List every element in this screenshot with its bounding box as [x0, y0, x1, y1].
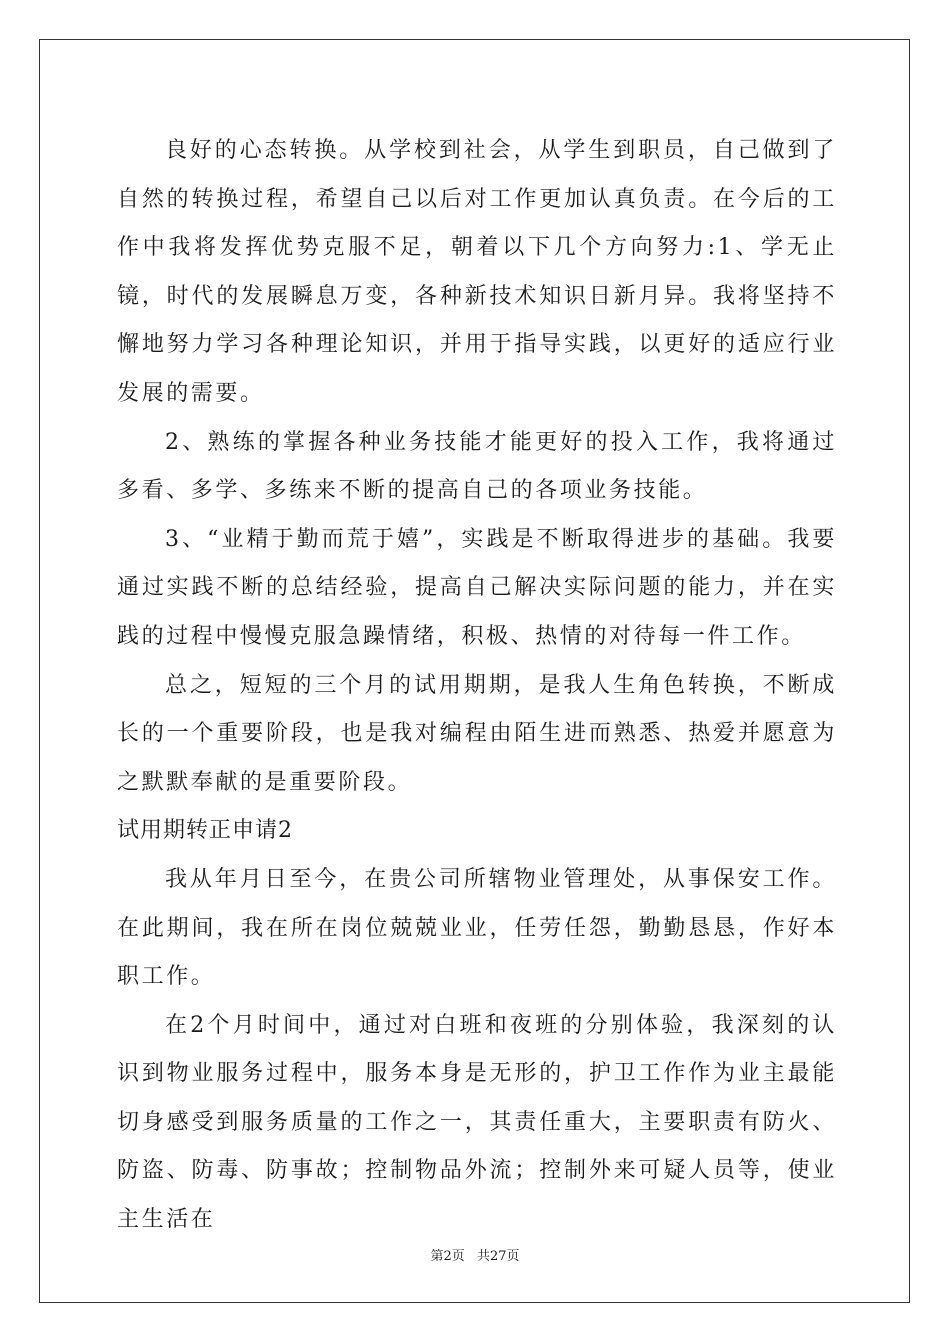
paragraph-2: 2、熟练的掌握各种业务技能才能更好的投入工作，我将通过多看、多学、多练来不断的提高自己的各项业务技能。	[117, 429, 837, 504]
paragraph-5: 我从年月日至今，在贵公司所辖物业管理处，从事保安工作。在此期间，我在所在岗位兢兢业业，任劳任怨，勤勤恳恳，作好本职工作。	[117, 866, 837, 990]
paragraph-1: 良好的心态转换。从学校到社会，从学生到职员，自己做到了自然的转换过程，希望自己以后对工作更加认真负责。在今后的工作中我将发挥优势克服不足，朝着以下几个方向努力:1、学无止镜，时代的发展瞬息万变，各种新技术知识日新月异。我将坚持不懈地努力学习各种理论知识，并用于指导实践，以更好的适应行业发展的需要。	[117, 138, 837, 406]
paragraph-4: 总之，短短的三个月的试用期期，是我人生角色转换，不断成长的一个重要阶段，也是我对编程由陌生进而熟悉、热爱并愿意为之默默奉献的是重要阶段。	[117, 672, 837, 795]
paragraph-3: 3、“业精于勤而荒于嬉”，实践是不断取得进步的基础。我要通过实践不断的总结经验，提高自己解决实际问题的能力，并在实践的过程中慢慢克服急躁情绪，积极、热情的对待每一件工作。	[117, 526, 837, 649]
page-total: 共27页	[476, 1249, 520, 1264]
paragraph-6: 在2个月时间中，通过对白班和夜班的分别体验，我深刻的认识到物业服务过程中，服务本身是无形的，护卫工作作为业主最能切身感受到服务质量的工作之一，其责任重大，主要职责有防火、防盗、防毒、防事故；控制物品外流；控制外来可疑人员等，使业主生活在	[117, 1012, 837, 1233]
document-body	[117, 127, 837, 1245]
page-footer	[0, 1245, 950, 1264]
section-heading: 试用期转正申请2	[117, 818, 293, 844]
page-number: 第2页	[430, 1249, 465, 1264]
